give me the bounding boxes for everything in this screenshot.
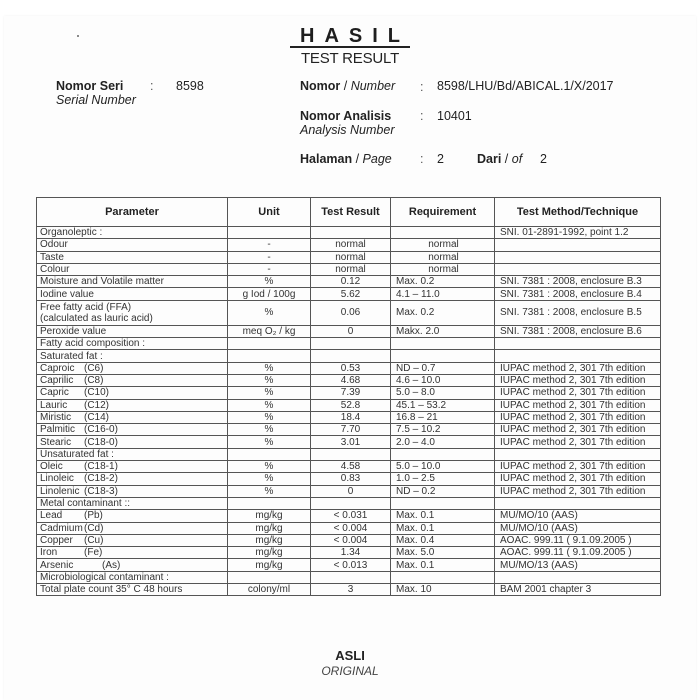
cell-test-result: < 0.013 — [311, 559, 391, 571]
cell-test-method: IUPAC method 2, 301 7th edition — [495, 424, 661, 436]
cell-unit: % — [228, 374, 311, 386]
cell-test-result: 7.39 — [311, 387, 391, 399]
cell-unit: % — [228, 276, 311, 288]
cell-unit: mg/kg — [228, 522, 311, 534]
cell-requirement: ND – 0.2 — [391, 485, 495, 497]
cell-parameter: Metal contaminant :: — [37, 497, 228, 509]
title-test-result: TEST RESULT — [300, 50, 400, 67]
table-row — [37, 300, 661, 325]
table-row — [37, 571, 661, 583]
cell-parameter: Cadmium(Cd) — [37, 522, 228, 534]
cell-unit — [228, 571, 311, 583]
cell-parameter: Caprilic (C8) — [37, 374, 228, 386]
cell-test-method: MU/MO/10 (AAS) — [495, 522, 661, 534]
table-row — [37, 399, 661, 411]
cell-test-method: AOAC. 999.11 ( 9.1.09.2005 ) — [495, 534, 661, 546]
cell-requirement: normal — [391, 239, 495, 251]
table-row — [37, 411, 661, 423]
cell-test-method: IUPAC method 2, 301 7th edition — [495, 374, 661, 386]
cell-test-method: SNI. 7381 : 2008, enclosure B.5 — [495, 300, 661, 325]
table-row — [37, 436, 661, 448]
cell-requirement: Max. 0.1 — [391, 522, 495, 534]
page-colon: : — [420, 152, 424, 166]
cell-test-method: SNI. 01-2891-1992, point 1.2 — [495, 227, 661, 239]
cell-test-result — [311, 497, 391, 509]
cell-parameter: Iodine value — [37, 288, 228, 300]
cell-test-result — [311, 227, 391, 239]
title-hasil: HASIL — [290, 26, 410, 48]
cell-test-method: IUPAC method 2, 301 7th edition — [495, 362, 661, 374]
cell-unit — [228, 448, 311, 460]
page-label: Halaman / Page — [300, 152, 392, 166]
table-row — [37, 461, 661, 473]
cell-unit: mg/kg — [228, 559, 311, 571]
test-result-table — [36, 197, 661, 596]
cell-requirement: 2.0 – 4.0 — [391, 436, 495, 448]
table-row — [37, 522, 661, 534]
cell-requirement — [391, 448, 495, 460]
cell-test-method: IUPAC method 2, 301 7th edition — [495, 411, 661, 423]
table-row — [37, 534, 661, 546]
cell-unit: % — [228, 399, 311, 411]
cell-requirement: 16.8 – 21 — [391, 411, 495, 423]
cell-test-result: 4.68 — [311, 374, 391, 386]
cell-parameter: Unsaturated fat : — [37, 448, 228, 460]
cell-unit — [228, 497, 311, 509]
cell-test-result: 52.8 — [311, 399, 391, 411]
cell-parameter: Lauric (C12) — [37, 399, 228, 411]
cell-unit — [228, 227, 311, 239]
cell-test-result: < 0.004 — [311, 522, 391, 534]
page-value: 2 — [437, 152, 444, 166]
cell-parameter: Lead (Pb) — [37, 510, 228, 522]
cell-test-method — [495, 350, 661, 362]
cell-unit: - — [228, 251, 311, 263]
cell-unit — [228, 350, 311, 362]
cell-parameter: Odour — [37, 239, 228, 251]
table-row — [37, 424, 661, 436]
cell-unit: colony/ml — [228, 584, 311, 596]
cell-test-method: IUPAC method 2, 301 7th edition — [495, 387, 661, 399]
table-row — [37, 263, 661, 275]
cell-test-method — [495, 571, 661, 583]
page-of-value: 2 — [540, 152, 547, 166]
cell-test-result — [311, 571, 391, 583]
cell-test-method — [495, 239, 661, 251]
col-parameter: Parameter — [37, 198, 228, 227]
cell-unit: % — [228, 387, 311, 399]
cell-parameter: Linolenic (C18-3) — [37, 485, 228, 497]
cell-test-result: 0.53 — [311, 362, 391, 374]
cell-requirement: Max. 0.2 — [391, 300, 495, 325]
cell-parameter: Peroxide value — [37, 325, 228, 337]
table-body — [37, 227, 661, 596]
cell-requirement — [391, 571, 495, 583]
cell-test-result — [311, 338, 391, 350]
table-row — [37, 485, 661, 497]
number-value: 8598/LHU/Bd/ABICAL.1/X/2017 — [437, 79, 614, 93]
cell-test-method — [495, 251, 661, 263]
serial-value: 8598 — [176, 79, 204, 93]
cell-parameter: Stearic (C18-0) — [37, 436, 228, 448]
cell-requirement: 5.0 – 8.0 — [391, 387, 495, 399]
table-row — [37, 350, 661, 362]
col-test-result: Test Result — [311, 198, 391, 227]
document-title — [0, 26, 700, 67]
cell-parameter: Total plate count 35° C 48 hours — [37, 584, 228, 596]
cell-unit: mg/kg — [228, 510, 311, 522]
cell-test-result: 1.34 — [311, 547, 391, 559]
number-label: Nomor / Number — [300, 79, 396, 93]
cell-requirement: 5.0 – 10.0 — [391, 461, 495, 473]
col-test-method: Test Method/Technique — [495, 198, 661, 227]
cell-test-result: 0 — [311, 325, 391, 337]
cell-unit: % — [228, 411, 311, 423]
cell-test-result: normal — [311, 239, 391, 251]
cell-requirement: Makx. 2.0 — [391, 325, 495, 337]
page-of-label: Dari / of — [477, 152, 523, 166]
cell-test-result: 0.12 — [311, 276, 391, 288]
cell-parameter: Arsenic (As) — [37, 559, 228, 571]
analysis-colon: : — [420, 109, 424, 123]
cell-requirement: ND – 0.7 — [391, 362, 495, 374]
cell-test-method: SNI. 7381 : 2008, enclosure B.3 — [495, 276, 661, 288]
cell-test-method: MU/MO/10 (AAS) — [495, 510, 661, 522]
cell-test-result: < 0.004 — [311, 534, 391, 546]
cell-test-method — [495, 338, 661, 350]
cell-requirement: Max. 10 — [391, 584, 495, 596]
cell-unit: - — [228, 239, 311, 251]
cell-test-method: IUPAC method 2, 301 7th edition — [495, 399, 661, 411]
cell-test-result: 18.4 — [311, 411, 391, 423]
table-row — [37, 251, 661, 263]
cell-requirement: 4.1 – 11.0 — [391, 288, 495, 300]
cell-parameter: Palmitic (C16-0) — [37, 424, 228, 436]
cell-test-result: 0.06 — [311, 300, 391, 325]
cell-parameter: Copper (Cu) — [37, 534, 228, 546]
cell-requirement: 1.0 – 2.5 — [391, 473, 495, 485]
table-row — [37, 239, 661, 251]
cell-parameter: Colour — [37, 263, 228, 275]
cell-test-method: AOAC. 999.11 ( 9.1.09.2005 ) — [495, 547, 661, 559]
cell-parameter: Organoleptic : — [37, 227, 228, 239]
cell-requirement: 7.5 – 10.2 — [391, 424, 495, 436]
cell-test-method: MU/MO/13 (AAS) — [495, 559, 661, 571]
cell-requirement — [391, 338, 495, 350]
cell-test-result: 3.01 — [311, 436, 391, 448]
table-row — [37, 276, 661, 288]
cell-test-method — [495, 448, 661, 460]
cell-requirement: normal — [391, 263, 495, 275]
cell-requirement: 45.1 – 53.2 — [391, 399, 495, 411]
table-row — [37, 374, 661, 386]
cell-parameter: Taste — [37, 251, 228, 263]
table-row — [37, 288, 661, 300]
cell-unit: % — [228, 300, 311, 325]
table-row — [37, 473, 661, 485]
cell-parameter: Iron (Fe) — [37, 547, 228, 559]
cell-test-method: IUPAC method 2, 301 7th edition — [495, 485, 661, 497]
cell-unit — [228, 338, 311, 350]
cell-parameter: Capric (C10) — [37, 387, 228, 399]
cell-unit: mg/kg — [228, 534, 311, 546]
cell-test-result: normal — [311, 251, 391, 263]
cell-test-result: 4.58 — [311, 461, 391, 473]
cell-requirement — [391, 350, 495, 362]
cell-parameter: Miristic (C14) — [37, 411, 228, 423]
cell-unit: % — [228, 473, 311, 485]
cell-test-method: SNI. 7381 : 2008, enclosure B.4 — [495, 288, 661, 300]
cell-unit: % — [228, 461, 311, 473]
cell-unit: % — [228, 485, 311, 497]
table-row — [37, 584, 661, 596]
cell-unit: % — [228, 424, 311, 436]
cell-requirement: Max. 0.1 — [391, 510, 495, 522]
table-row — [37, 559, 661, 571]
stamp-asli: ASLI ORIGINAL — [321, 648, 379, 678]
cell-parameter: Linoleic (C18-2) — [37, 473, 228, 485]
table-row — [37, 510, 661, 522]
cell-parameter: Caproic (C6) — [37, 362, 228, 374]
cell-unit: mg/kg — [228, 547, 311, 559]
cell-unit: meq O₂ / kg — [228, 325, 311, 337]
serial-label: Nomor Seri Serial Number — [56, 79, 136, 107]
cell-test-result: 5.62 — [311, 288, 391, 300]
cell-test-result — [311, 350, 391, 362]
table-header-row — [37, 198, 661, 227]
cell-test-method: IUPAC method 2, 301 7th edition — [495, 461, 661, 473]
cell-unit: % — [228, 362, 311, 374]
cell-test-result: 0 — [311, 485, 391, 497]
cell-test-result: normal — [311, 263, 391, 275]
cell-requirement — [391, 227, 495, 239]
cell-test-method: IUPAC method 2, 301 7th edition — [495, 473, 661, 485]
cell-unit: g Iod / 100g — [228, 288, 311, 300]
cell-parameter: Free fatty acid (FFA) (calculated as lauric acid) — [37, 300, 228, 325]
cell-test-method — [495, 497, 661, 509]
cell-unit: % — [228, 436, 311, 448]
cell-parameter: Moisture and Volatile matter — [37, 276, 228, 288]
cell-test-method: BAM 2001 chapter 3 — [495, 584, 661, 596]
cell-requirement: normal — [391, 251, 495, 263]
cell-requirement — [391, 497, 495, 509]
table-row — [37, 227, 661, 239]
table-row — [37, 325, 661, 337]
cell-parameter: Saturated fat : — [37, 350, 228, 362]
col-requirement: Requirement — [391, 198, 495, 227]
cell-test-method — [495, 263, 661, 275]
table-row — [37, 387, 661, 399]
cell-test-result: 0.83 — [311, 473, 391, 485]
cell-test-result: 7.70 — [311, 424, 391, 436]
cell-unit: - — [228, 263, 311, 275]
cell-test-result: < 0.031 — [311, 510, 391, 522]
table-row — [37, 448, 661, 460]
number-colon: : — [420, 80, 424, 94]
cell-test-method: IUPAC method 2, 301 7th edition — [495, 436, 661, 448]
cell-requirement: Max. 0.1 — [391, 559, 495, 571]
col-unit: Unit — [228, 198, 311, 227]
cell-parameter: Fatty acid composition : — [37, 338, 228, 350]
analysis-label: Nomor Analisis Analysis Number — [300, 109, 395, 137]
cell-parameter: Oleic (C18-1) — [37, 461, 228, 473]
cell-parameter: Microbiological contaminant : — [37, 571, 228, 583]
cell-test-result: 3 — [311, 584, 391, 596]
table-row — [37, 497, 661, 509]
serial-colon: : — [150, 79, 154, 93]
table-row — [37, 547, 661, 559]
cell-requirement: Max. 5.0 — [391, 547, 495, 559]
table-row — [37, 338, 661, 350]
cell-requirement: 4.6 – 10.0 — [391, 374, 495, 386]
cell-test-method: SNI. 7381 : 2008, enclosure B.6 — [495, 325, 661, 337]
analysis-value: 10401 — [437, 109, 472, 123]
cell-test-result — [311, 448, 391, 460]
table-row — [37, 362, 661, 374]
cell-requirement: Max. 0.2 — [391, 276, 495, 288]
cell-requirement: Max. 0.4 — [391, 534, 495, 546]
